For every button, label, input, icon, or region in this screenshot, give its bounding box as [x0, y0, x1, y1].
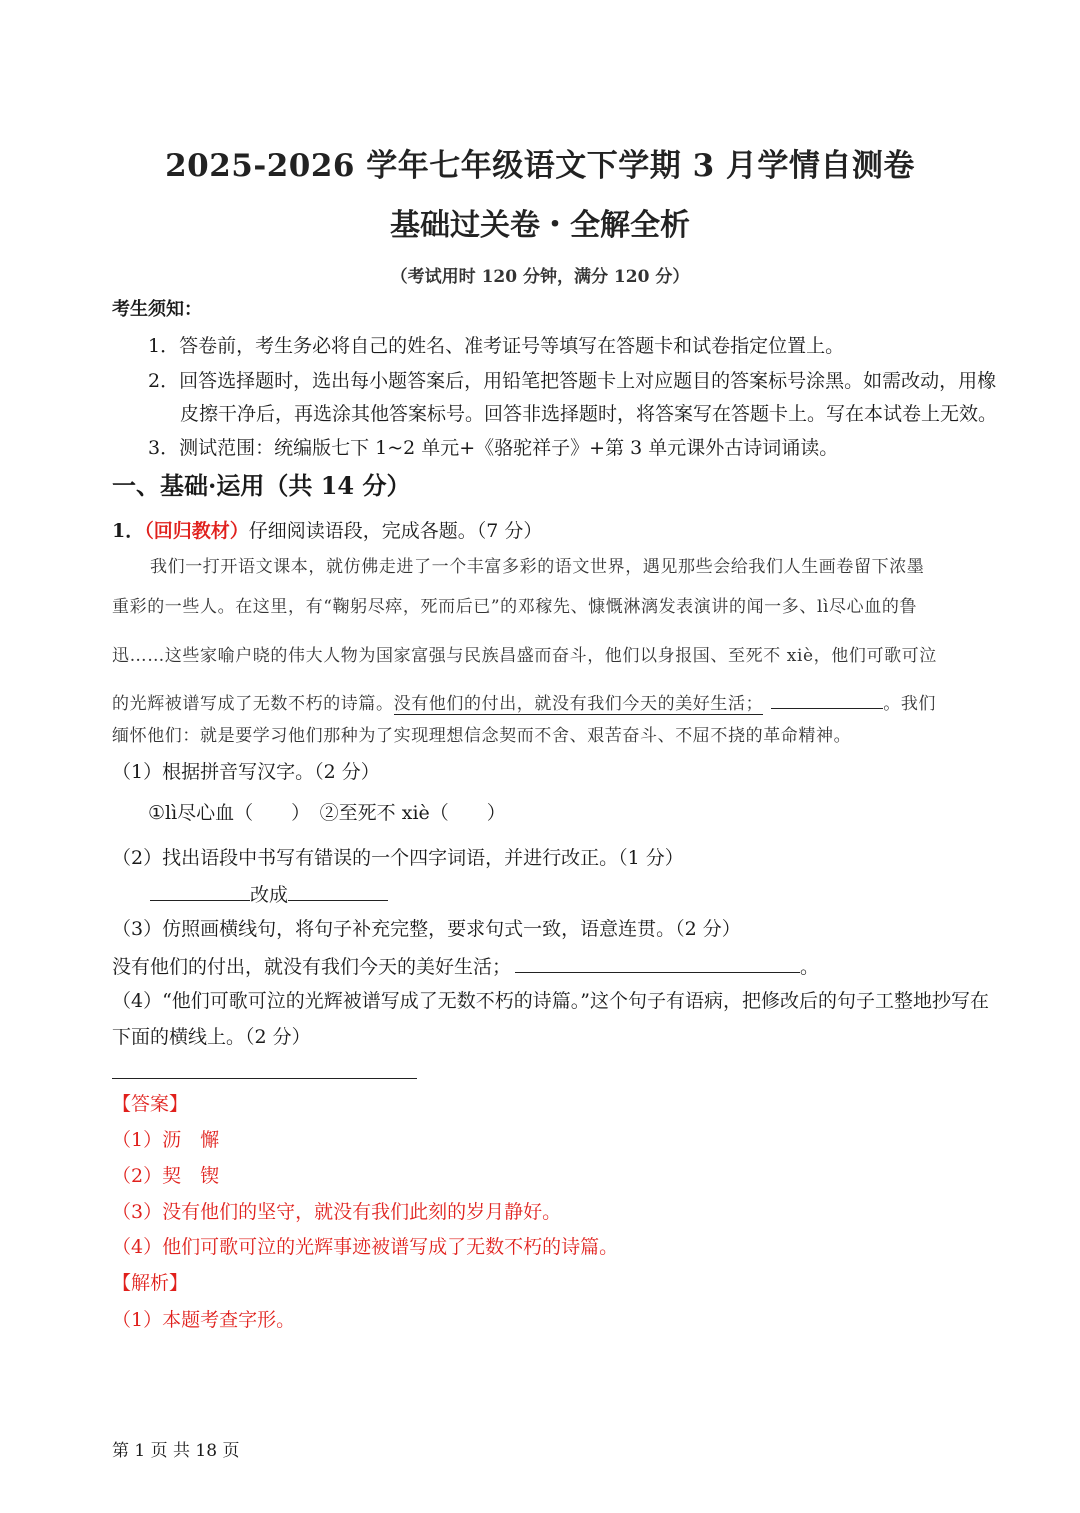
passage-blank [771, 688, 883, 709]
notice-item-1: 1．答卷前，考生务必将自己的姓名、准考证号等填写在答题卡和试卷指定位置上。 [148, 335, 845, 357]
answer-blank [150, 880, 250, 901]
sub-question-2: （2）找出语段中书写有错误的一个四字词语，并进行改正。（1 分） [112, 847, 684, 869]
passage-line-2: 重彩的一些人。在这里，有“鞠躬尽瘁，死而后已”的邓稼先、慷慨淋漓发表演讲的闻一多、lì尽心血的鲁 [112, 597, 918, 617]
answer-item-2: （2）契 锲 [112, 1165, 220, 1187]
analysis-heading: 【解析】 [112, 1272, 189, 1294]
sub-question-3-end: 。 [800, 956, 820, 978]
sub-question-3-line [112, 952, 819, 980]
passage-line-5: 缅怀他们：就是要学习他们那种为了实现理想信念契而不舍、艰苦奋斗、不屈不挠的革命精神。 [112, 726, 852, 746]
notice-item-3: 3．测试范围：统编版七下 1~2 单元+《骆驼祥子》+第 3 单元课外古诗词诵读。 [148, 437, 839, 459]
sub-question-2-answer [150, 880, 388, 908]
answer-blank [288, 880, 388, 901]
answer-blank [515, 952, 800, 973]
notice-item-2-cont: 皮擦干净后，再选涂其他答案标号。回答非选择题时，将答案写在答题卡上。写在本试卷上无效。 [180, 403, 998, 425]
page-subtitle: 基础过关卷・全解全析 [390, 208, 690, 243]
sub-question-4: （4）“他们可歌可泣的光辉被谱写成了无数不朽的诗篇。”这个句子有语病，把修改后的句子工整地抄写在 [112, 990, 990, 1012]
question-tag: （回归教材） [144, 520, 249, 542]
passage-line-4 [112, 688, 936, 717]
question-number: 1． [112, 520, 145, 542]
question-prompt: 仔细阅读语段，完成各题。（7 分） [248, 520, 543, 542]
notice-heading: 考生须知： [112, 299, 202, 320]
sub-question-3: （3）仿照画横线句，将句子补充完整，要求句式一致，语意连贯。（2 分） [112, 918, 741, 940]
passage-line-4-end: 。我们 [883, 694, 937, 714]
sub-question-4-cont: 下面的横线上。（2 分） [112, 1026, 311, 1048]
answer-line [112, 1078, 417, 1079]
sub-question-1-blanks: ①lì尽心血（ ） ②至死不 xiè（ ） [148, 802, 506, 824]
passage-line-4-text: 的光辉被谱写成了无数不朽的诗篇。 [112, 694, 394, 714]
underlined-sentence: 没有他们的付出，就没有我们今天的美好生活； [393, 694, 764, 714]
sub-question-3-text: 没有他们的付出，就没有我们今天的美好生活； [112, 956, 512, 978]
passage-line-3: 迅……这些家喻户晓的伟大人物为国家富强与民族昌盛而奋斗，他们以身报国、至死不 xiè，他们可歌可泣 [112, 646, 937, 666]
section-title: 一、基础·运用（共 14 分） [112, 471, 411, 500]
change-label: 改成 [250, 884, 289, 906]
exam-info: （考试用时 120 分钟，满分 120 分） [390, 267, 690, 287]
notice-item-2: 2．回答选择题时，选出每小题答案后，用铅笔把答题卡上对应题目的答案标号涂黑。如需改动，用橡 [148, 370, 997, 392]
answer-item-3: （3）没有他们的坚守，就没有我们此刻的岁月静好。 [112, 1201, 562, 1223]
sub-question-1: （1）根据拼音写汉字。（2 分） [112, 761, 380, 783]
question-1-header [112, 518, 542, 544]
answer-item-4: （4）他们可歌可泣的光辉事迹被谱写成了无数不朽的诗篇。 [112, 1236, 619, 1258]
answer-heading: 【答案】 [112, 1093, 189, 1115]
answer-item-1: （1）沥 懈 [112, 1129, 220, 1151]
passage-line-1: 我们一打开语文课本，就仿佛走进了一个丰富多彩的语文世界，遇见那些会给我们人生画卷留下浓墨 [150, 557, 925, 577]
page-title: 2025-2026 学年七年级语文下学期 3 月学情自测卷 [165, 148, 915, 184]
analysis-item-1: （1）本题考查字形。 [112, 1309, 296, 1331]
page-footer: 第 1 页 共 18 页 [112, 1441, 240, 1461]
